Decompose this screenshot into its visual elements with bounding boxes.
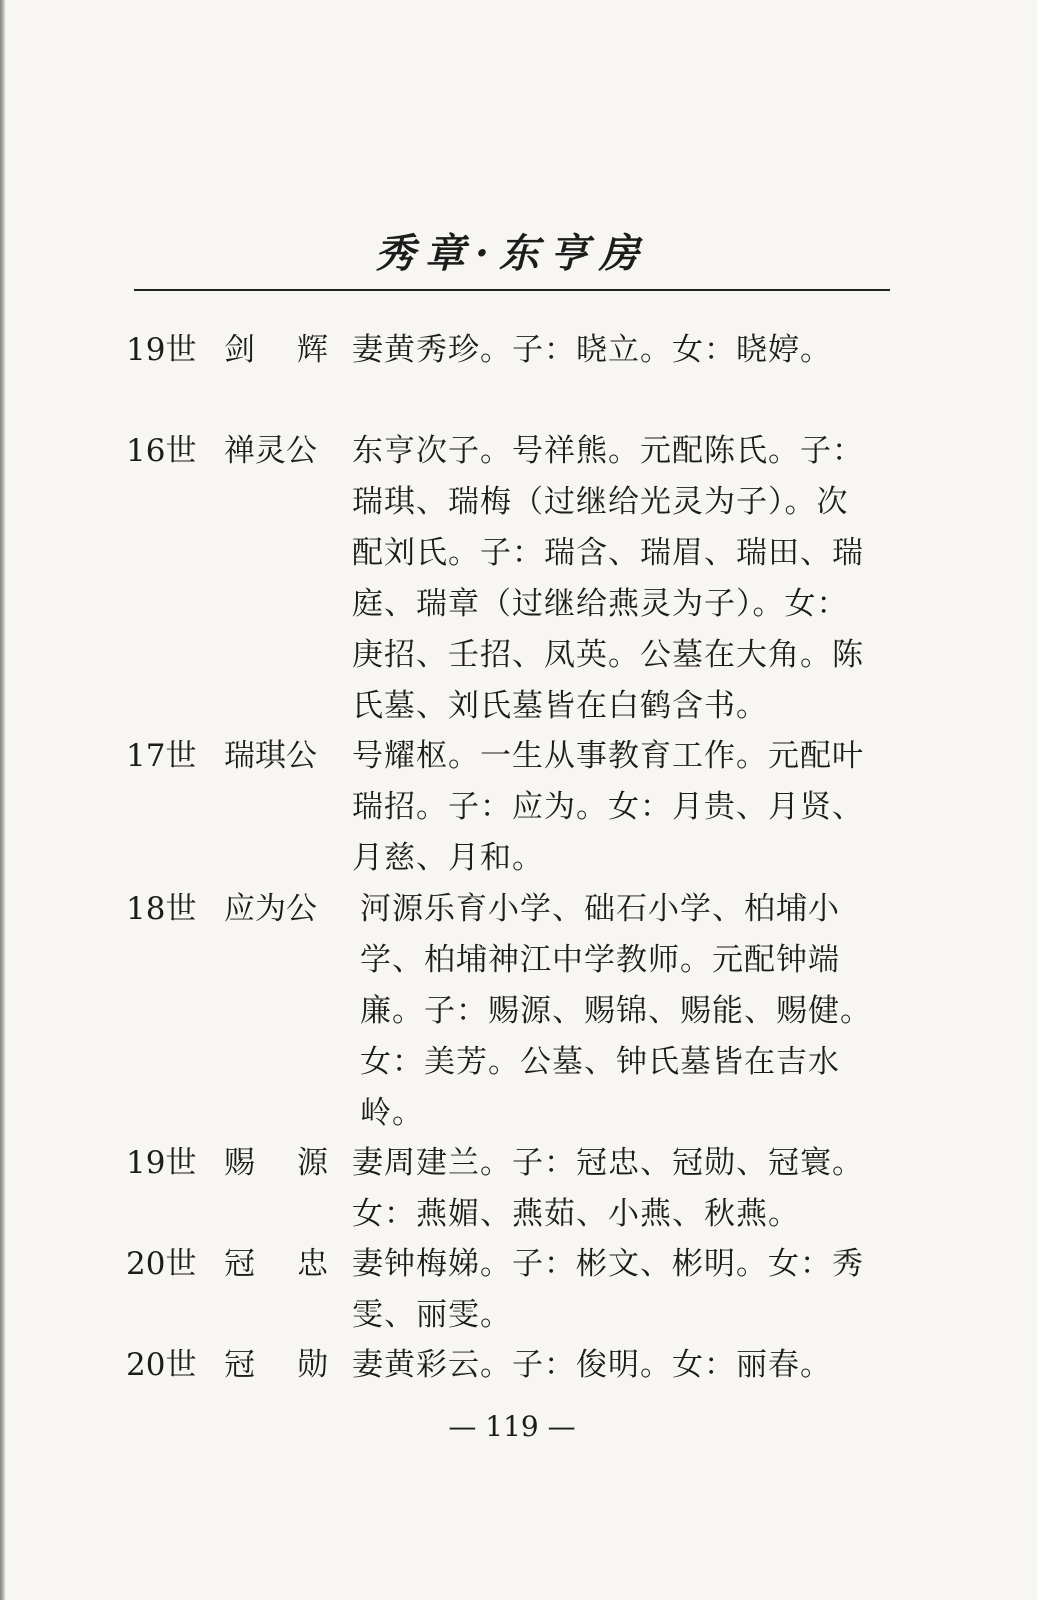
entry-description: 号耀枢。一生从事教育工作。元配叶瑞招。子：应为。女：月贵、月贤、月慈、月和。 <box>352 738 864 876</box>
entry-generation: 20世 <box>126 1347 197 1383</box>
entry-generation: 18世 <box>126 891 197 927</box>
entry-generation: 19世 <box>126 1145 197 1181</box>
entry-generation: 17世 <box>126 738 197 774</box>
entry-description: 妻钟梅娣。子：彬文、彬明。女：秀雯、丽雯。 <box>352 1246 864 1333</box>
header-divider <box>134 289 890 291</box>
entry-generation: 16世 <box>126 433 197 469</box>
entry-description: 妻黄秀珍。子：晓立。女：晓婷。 <box>352 332 832 368</box>
entry-description: 河源乐育小学、础石小学、柏埔小学、柏埔神江中学教师。元配钟端廉。子：赐源、赐锦、赐能、赐健。女：美芳。公墓、钟氏墓皆在吉水岭。 <box>360 891 872 1131</box>
entry-name: 剑 辉 <box>224 332 328 368</box>
entry-name: 冠 忠 <box>224 1246 328 1282</box>
entry-name: 瑞琪公 <box>224 738 317 774</box>
entry-description: 妻周建兰。子：冠忠、冠勋、冠寰。女：燕媚、燕茹、小燕、秋燕。 <box>352 1145 864 1232</box>
entry-generation: 19世 <box>126 332 197 368</box>
entry-description: 东亨次子。号祥熊。元配陈氏。子：瑞琪、瑞梅（过继给光灵为子）。次配刘氏。子：瑞含、瑞眉、瑞田、瑞庭、瑞章（过继给燕灵为子）。女：庚招、壬招、凤英。公墓在大角。陈氏墓、刘氏墓皆在白鹤含书。 <box>352 433 864 724</box>
page-number: — 119 — <box>448 1410 576 1443</box>
entry-generation: 20世 <box>126 1246 197 1282</box>
page-edge-shadow <box>0 0 6 1600</box>
entry-description: 妻黄彩云。子：俊明。女：丽春。 <box>352 1347 832 1383</box>
entry-name: 禅灵公 <box>224 433 317 469</box>
entry-name: 冠 勋 <box>224 1347 328 1383</box>
entry-name: 赐 源 <box>224 1145 328 1181</box>
running-header: 秀章·东亨房 <box>375 230 649 277</box>
entry-name: 应为公 <box>224 891 317 927</box>
